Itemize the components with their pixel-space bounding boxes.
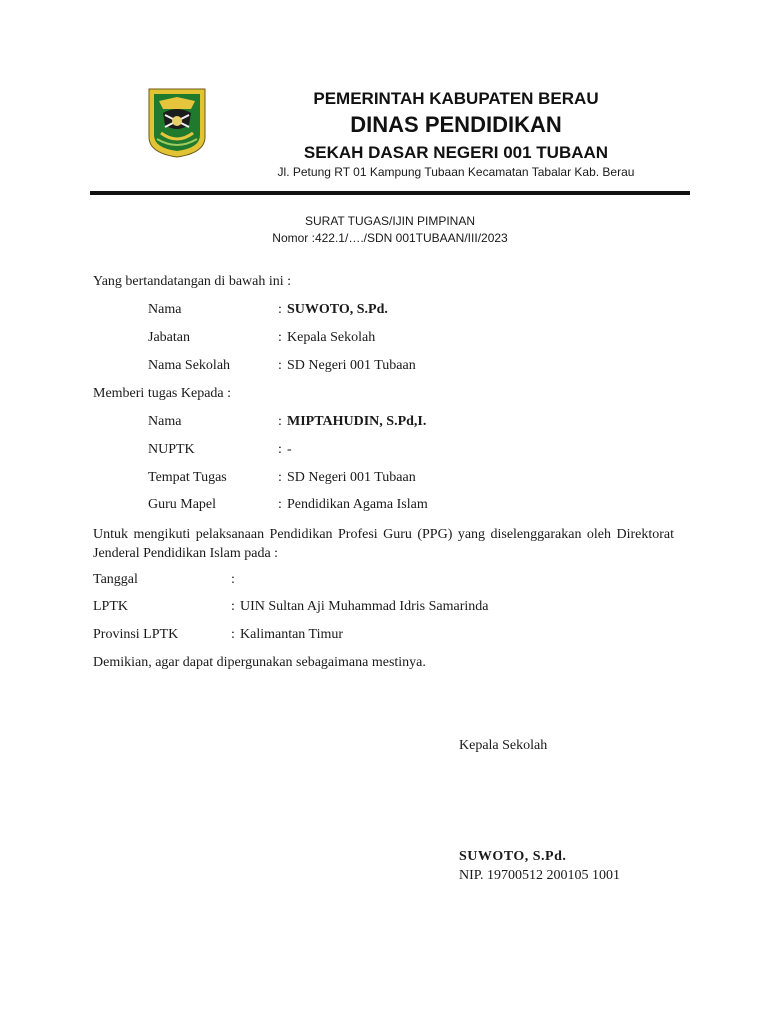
- date-label: Tanggal: [93, 572, 138, 587]
- letter-title: SURAT TUGAS/IJIN PIMPINAN: [304, 214, 476, 228]
- assignee-place-value: SD Negeri 001 Tubaan: [287, 470, 416, 485]
- lptk-value: UIN Sultan Aji Muhammad Idris Samarinda: [240, 599, 489, 614]
- colon: :: [278, 414, 282, 429]
- purpose-paragraph: Untuk mengikuti pelaksanaan Pendidikan Profesi Guru (PPG) yang diselenggarakan oleh Direktorat Jenderal Pendidikan Islam pada :: [93, 527, 674, 561]
- colon: :: [278, 470, 282, 485]
- assignee-subject-label: Guru Mapel: [148, 497, 217, 512]
- signer-school-value: SD Negeri 001 Tubaan: [287, 358, 416, 373]
- signer-position-value: Kepala Sekolah: [287, 330, 376, 345]
- header-address: Jl. Petung RT 01 Kampung Tubaan Kecamatan Tabalar Kab. Berau: [277, 165, 635, 179]
- colon: :: [278, 302, 282, 317]
- signature-role: Kepala Sekolah: [459, 738, 548, 753]
- header-agency: DINAS PENDIDIKAN: [350, 112, 562, 137]
- assignee-name-value: MIPTAHUDIN, S.Pd,I.: [287, 414, 427, 429]
- assignee-name-label: Nama: [148, 414, 182, 429]
- lptk-label: LPTK: [93, 599, 128, 614]
- header-divider: [90, 191, 690, 195]
- assign-intro-text: Memberi tugas Kepada :: [93, 386, 232, 401]
- colon: :: [231, 572, 235, 587]
- colon: :: [278, 330, 282, 345]
- signer-position-label: Jabatan: [148, 330, 190, 345]
- signature-name: SUWOTO, S.Pd.: [459, 849, 567, 864]
- letter-number: Nomor :422.1/…./SDN 001TUBAAN/III/2023: [272, 231, 508, 245]
- colon: :: [278, 358, 282, 373]
- signer-name-label: Nama: [148, 302, 182, 317]
- province-value: Kalimantan Timur: [240, 627, 344, 642]
- header-government: PEMERINTAH KABUPATEN BERAU: [313, 89, 599, 108]
- signer-school-label: Nama Sekolah: [148, 358, 231, 373]
- colon: :: [278, 442, 282, 457]
- closing-text: Demikian, agar dapat dipergunakan sebagaimana mestinya.: [93, 655, 426, 670]
- assignee-place-label: Tempat Tugas: [148, 470, 227, 485]
- assignee-subject-value: Pendidikan Agama Islam: [287, 497, 428, 512]
- province-label: Provinsi LPTK: [93, 627, 179, 642]
- assignee-nuptk-value: -: [287, 442, 292, 457]
- assignee-nuptk-label: NUPTK: [148, 442, 195, 457]
- signer-name-value: SUWOTO, S.Pd.: [287, 302, 388, 317]
- colon: :: [231, 627, 235, 642]
- intro-text: Yang bertandatangan di bawah ini :: [93, 274, 292, 289]
- colon: :: [278, 497, 282, 512]
- header-school: SEKAH DASAR NEGERI 001 TUBAAN: [303, 143, 609, 162]
- signature-nip: NIP. 19700512 200105 1001: [459, 868, 621, 883]
- colon: :: [231, 599, 235, 614]
